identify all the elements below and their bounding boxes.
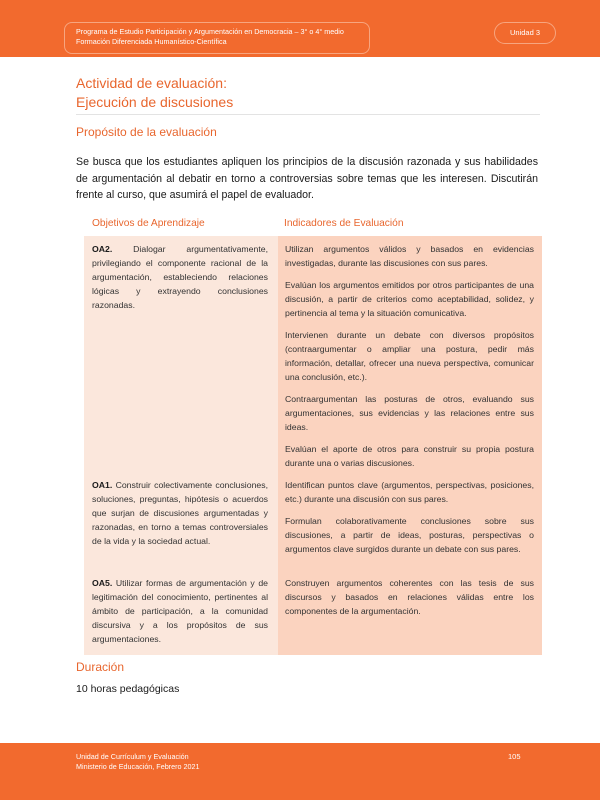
footer-line1: Unidad de Currículum y Evaluación (76, 752, 189, 761)
indicator-item: Utilizan argumentos válidos y basados en evidencias investigadas, durante las discusiones con sus pares. (285, 244, 534, 268)
table-row-oa1-indicators (285, 478, 534, 564)
purpose-text: Se busca que los estudiantes apliquen los principios de la discusión razonada y sus habilidades de argumentación al debatir en torno a controversias sobre temas que les interesen. Discutirán frente al curso, que asumirá el papel de evaluador. (76, 156, 538, 201)
objectives-column-header: Objetivos de Aprendizaje (92, 218, 205, 229)
oa-code: OA2. (92, 244, 113, 254)
program-title-line1: Programa de Estudio Participación y Argumentación en Democracia – 3° o 4° medio (76, 27, 344, 36)
footer-line2: Ministerio de Educación, Febrero 2021 (76, 761, 200, 771)
page-title-line2: Ejecución de discusiones (76, 94, 234, 110)
unit-badge: Unidad 3 (494, 22, 556, 44)
duration-value: 10 horas pedagógicas (76, 683, 180, 695)
program-title-line2: Formación Diferenciada Humanístico-Científica (76, 37, 227, 46)
page-title-line1: Actividad de evaluación: (76, 75, 227, 91)
table-row-oa5-indicators (285, 576, 534, 626)
indicator-item: Evalúan el aporte de otros para construir su propia postura durante una o varias discusiones. (285, 444, 534, 468)
table-row-oa1-objective (92, 478, 268, 548)
table-row-oa2-objective (92, 242, 268, 312)
indicator-item: Identifican puntos clave (argumentos, perspectivas, posiciones, etc.) durante una discusión con sus pares. (285, 480, 534, 504)
oa-code: OA1. (92, 480, 113, 490)
indicator-item: Contraargumentan las posturas de otros, evaluando sus argumentaciones, sus evidencias y las relaciones entre sus ideas. (285, 394, 534, 432)
oa-text: Dialogar argumentativamente, privilegiando el componente racional de la argumentación, estableciendo relaciones lógicas y extrayendo conclusiones razonadas. (92, 244, 268, 310)
indicator-item: Formulan colaborativamente conclusiones sobre sus discusiones, a partir de ideas, posturas, perspectivas o argumentos clave surgidos durante un debate con sus pares. (285, 516, 534, 554)
table-row-oa2-indicators (285, 242, 534, 478)
page-number: 105 (508, 752, 521, 761)
page-title (76, 74, 233, 112)
indicators-column-header: Indicadores de Evaluación (284, 218, 404, 229)
oa-code: OA5. (92, 578, 113, 588)
indicator-item: Evalúan los argumentos emitidos por otros participantes de una discusión, a partir de criterios como aceptabilidad, solidez, y pertinencia al tema y la situación comunicativa. (285, 280, 534, 318)
oa-text: Utilizar formas de argumentación y de legitimación del conocimiento, pertinentes al ámbito de participación, a la comunidad discursiva y a los propósitos de sus argumentaciones. (92, 578, 268, 644)
duration-heading: Duración (76, 660, 125, 674)
table-row-oa5-objective (92, 576, 268, 646)
purpose-heading: Propósito de la evaluación (76, 125, 217, 139)
indicator-item: Construyen argumentos coherentes con las tesis de sus discursos y basados en relaciones válidas entre los componentes de la argumentación. (285, 578, 534, 616)
title-divider (76, 114, 540, 115)
indicator-item: Intervienen durante un debate con diversos propósitos (contraargumentar o ampliar una postura, pedir más información, detallar, ofrecer una nueva perspectiva, comunicar una conclusión, etc.). (285, 330, 534, 382)
program-title (76, 27, 344, 47)
footer-credits (76, 752, 199, 771)
oa-text: Construir colectivamente conclusiones, soluciones, preguntas, hipótesis o acuerdos que surjan de discusiones argumentadas y razonadas, en torno a temas controversiales de la vida y la sociedad actual. (92, 480, 268, 546)
